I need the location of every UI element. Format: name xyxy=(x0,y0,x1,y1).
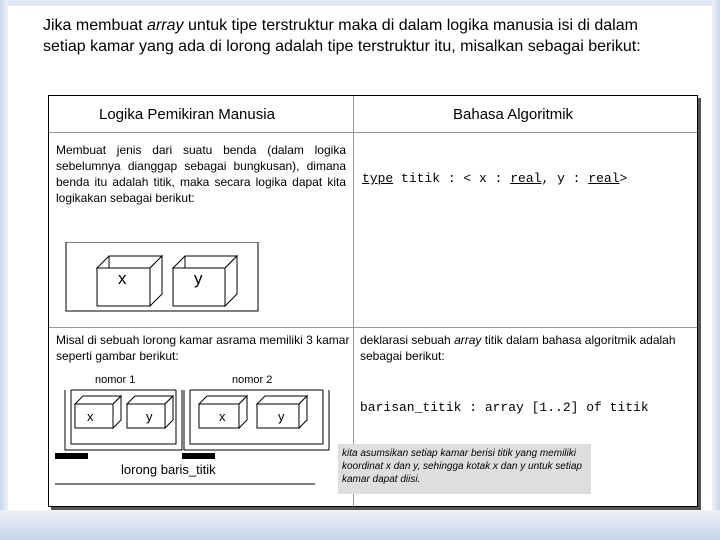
room2-label: nomor 2 xyxy=(232,374,273,386)
titik-box-illustration xyxy=(65,242,261,314)
corridor-label: lorong baris_titik xyxy=(121,462,216,477)
room1-door xyxy=(55,453,88,459)
comparison-table xyxy=(48,95,698,507)
box-x-cube xyxy=(97,256,162,306)
room1-y-label: y xyxy=(146,409,153,424)
row2-code: barisan_titik : array [1..2] of titik xyxy=(360,400,649,415)
row1-code xyxy=(362,171,627,186)
box-y-cube xyxy=(173,256,237,306)
row2-right-text-2: titik dalam bahasa algoritmik adalah sebagai berikut: xyxy=(360,333,676,363)
header-right: Bahasa Algoritmik xyxy=(453,106,574,123)
code-part-1: titik : < x : xyxy=(393,171,511,186)
room1-x-label: x xyxy=(87,409,94,424)
intro-text-2: untuk tipe terstruktur maka di dalam logika manusia isi di dalam setiap kamar yang ada di lorong adalah tipe terstruktur itu, misalkan sebagai berikut: xyxy=(43,17,641,55)
code-keyword-real-2: real xyxy=(588,171,620,186)
code-part-3: > xyxy=(619,171,628,186)
code-keyword-real-1: real xyxy=(510,171,542,186)
room2-door xyxy=(182,453,215,459)
frame-right xyxy=(712,0,720,540)
room2-x-label: x xyxy=(219,409,226,424)
row-divider xyxy=(49,327,697,328)
row2-right-text-1: deklarasi sebuah xyxy=(360,333,455,347)
row1-left-text: Membuat jenis dari suatu benda (dalam logika sebelumnya dianggap sebagai bungkusan), dimana benda itu adalah titik, maka secara logika dapat kita logikakan sebagai berikut: xyxy=(56,143,346,205)
header-divider xyxy=(49,132,697,133)
intro-text-1: Jika membuat xyxy=(43,17,148,34)
box-x-label: x xyxy=(118,269,127,288)
row2-left-text: Misal di sebuah lorong kamar asrama memiliki 3 kamar seperti gambar berikut: xyxy=(56,333,350,363)
code-keyword-type: type xyxy=(362,171,394,186)
note-box: kita asumsikan setiap kamar berisi titik yang memiliki koordinat x dan y, sehingga kotak x dan y untuk setiap kamar dapat diisi. xyxy=(338,444,591,494)
frame-top xyxy=(0,0,720,6)
room2-cubes xyxy=(199,396,307,428)
room2-y-label: y xyxy=(278,409,285,424)
intro-italic-array: array xyxy=(147,17,184,34)
header-left: Logika Pemikiran Manusia xyxy=(99,106,275,123)
row2-right-text xyxy=(360,332,690,364)
room1-label: nomor 1 xyxy=(95,374,136,386)
row2-right-italic-array: array xyxy=(454,333,482,347)
frame-bottom xyxy=(0,510,720,540)
code-part-2: , y : xyxy=(541,171,589,186)
intro-paragraph xyxy=(43,15,683,57)
box-y-label: y xyxy=(194,269,203,288)
frame-left xyxy=(0,0,8,540)
corridor-illustration xyxy=(51,372,339,504)
